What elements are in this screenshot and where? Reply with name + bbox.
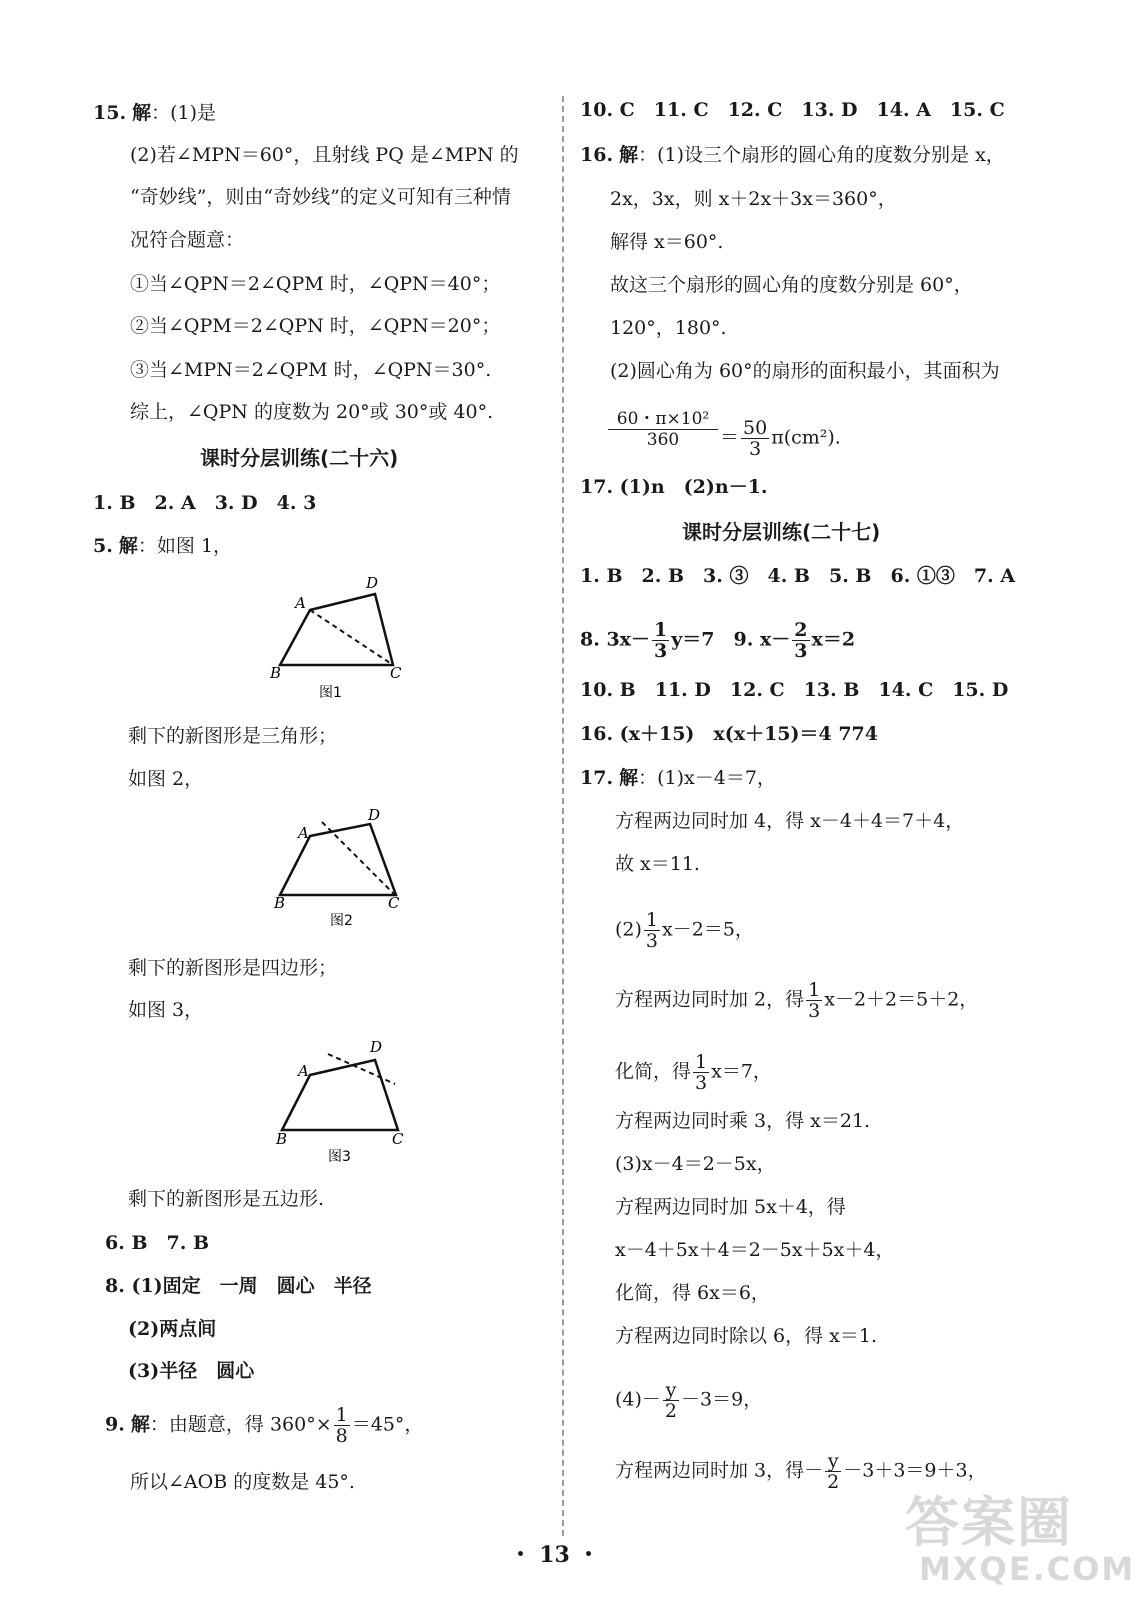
fig3-label-b: B [276,1130,288,1148]
left-column [0,0,560,1600]
q5-intro: 5. 解：如图 1， [93,535,233,557]
heading-27: 课时分层训练(二十七) [682,520,881,544]
fig2-label-a: A [298,824,309,842]
q9-line1: 9. 解：由题意，得 360°× $\frac{1}{8}$ ＝45°， [105,1404,424,1447]
figure-1 [260,570,430,704]
q8-fraction: $\frac{1}{3}$ [654,619,668,662]
fig3-label-a: A [298,1062,309,1080]
q9-line2: 所以∠AOB 的度数是 45°. [130,1471,355,1493]
q17-p2b: 化简，得 $\frac{1}{3}$ x＝7， [615,1051,772,1094]
fig2-label-d: D [368,806,381,824]
fig1-label-a: A [295,594,306,612]
q15-case1: ①当∠QPN＝2∠QPM 时，∠QPN＝40°； [130,273,501,295]
q8-9-line: 8. 3x－ $\frac{1}{3}$ y＝7 9. x－ $\frac{2}{3}$ x＝2 [580,619,856,662]
q17-p4: (4)－ $\frac{y}{2}$ －3＝9， [615,1379,763,1422]
q15-case3: ③当∠MPN＝2∠QPM 时，∠QPN＝30°. [130,359,492,381]
watermark-line2: MXQE.COM [919,1550,1135,1588]
fig3-caption: 图3 [328,1149,351,1165]
q16-area-result: ＝ $\frac{50}{3}$ π(cm²). [720,417,841,460]
q17-p3c: 化简，得 6x＝6， [615,1282,770,1304]
q8-line2: (2)两点间 [128,1318,217,1340]
fig2-caption: 图2 [330,913,353,929]
q16-line6: (2)圆心角为 60°的扇形的面积最小，其面积为 [610,360,1000,382]
watermark-line1: 答案圈 [905,1491,1073,1554]
heading-26: 课时分层训练(二十六) [200,446,399,470]
q9-fraction: $\frac{1}{8}$ [335,1404,348,1447]
right-column [565,0,1109,1600]
fig2-cut-line [322,822,398,898]
q5-result3: 剩下的新图形是五边形. [128,1188,325,1210]
answers-6-7: 6. B 7. B [105,1232,210,1254]
answers-1-7: 1. B 2. B 3. ③ 4. B 5. B 6. ①③ 7. A [580,565,1016,587]
q15-line3: “奇妙线”，则由“奇妙线”的定义可知有三种情 [130,186,511,208]
fig2-label-b: B [274,894,286,912]
q17-first: 17. (1)n (2)n－1. [580,476,768,498]
q15-summary: 综上，∠QPN 的度数为 20°或 30°或 40°. [130,401,494,423]
q5-result1: 剩下的新图形是三角形； [128,725,338,747]
q16-line5: 120°，180°. [610,317,727,339]
q16-line3: 解得 x＝60°. [610,231,724,253]
q17-line1: 17. 解：(1)x－4＝7， [580,767,776,789]
fig1-label-b: B [270,664,282,682]
q16-line4: 故这三个扇形的圆心角的度数分别是 60°， [610,274,973,296]
q17-p2b-fraction: $\frac{1}{3}$ [695,1051,708,1094]
fig1-label-c: C [390,664,402,682]
q17-p4-fraction: $\frac{y}{2}$ [664,1379,678,1422]
q5-fig2-intro: 如图 2， [128,768,204,790]
fig1-label-d: D [366,574,379,592]
answers-10-15: 10. C 11. C 12. C 13. D 14. A 15. C [580,99,1005,121]
q17-p4a-fraction: $\frac{y}{2}$ [827,1450,840,1493]
q17-p3: (3)x－4＝2－5x， [615,1153,776,1175]
q17-p2: (2) $\frac{1}{3}$ x－2＝5， [615,909,754,952]
q17-p2a: 方程两边同时加 2，得 $\frac{1}{3}$ x－2＋2＝5＋2， [615,979,979,1022]
q17-p2a-fraction: $\frac{1}{3}$ [808,979,821,1022]
q16-result-fraction: $\frac{50}{3}$ [743,417,768,460]
q9-fraction: $\frac{2}{3}$ [794,619,808,662]
q8-line3: (3)半径 圆心 [128,1360,255,1382]
fig3-label-d: D [370,1038,383,1056]
q17-p2-fraction: $\frac{1}{3}$ [645,909,659,952]
q5-fig3-intro: 如图 3， [128,999,204,1021]
q16-area-fraction: 60・π×10² 360 [608,404,718,450]
q5-result2: 剩下的新图形是四边形； [128,957,338,979]
q15-line2: (2)若∠MPN＝60°，且射线 PQ 是∠MPN 的 [130,144,519,166]
q16-line2: 2x，3x，则 x＋2x＋3x＝360°， [610,188,897,210]
answers-1-4: 1. B 2. A 3. D 4. 3 [93,492,317,514]
fig2-label-c: C [388,894,400,912]
q17-p1b: 故 x＝11. [615,853,700,875]
q16b-line: 16. (x＋15) x(x＋15)＝4 774 [580,723,878,745]
q15-line1: 15. 解：(1)是 [93,102,217,124]
q8-line1: 8. (1)固定 一周 圆心 半径 [105,1275,372,1297]
figure-3 [260,1030,430,1170]
q17-p4a: 方程两边同时加 3，得－ $\frac{y}{2}$ －3＋3＝9＋3， [615,1450,987,1493]
fig1-caption: 图1 [319,685,342,701]
q16-line1: 16. 解：(1)设三个扇形的圆心角的度数分别是 x， [580,144,1005,166]
fig3-label-c: C [392,1130,404,1148]
q17-p3a: 方程两边同时加 5x＋4，得 [615,1196,846,1218]
q17-p3b: x－4＋5x＋4＝2－5x＋5x＋4， [615,1239,895,1261]
q17-p2c: 方程两边同时乘 3，得 x＝21. [615,1110,871,1132]
watermark-logo [905,1480,1135,1598]
q15-case2: ②当∠QPM＝2∠QPN 时，∠QPN＝20°； [130,315,501,337]
page-number: ・ 13 ・ [509,1542,600,1568]
answers-10-15b: 10. B 11. D 12. C 13. B 14. C 15. D [580,679,1009,701]
figure-2 [260,800,430,934]
q17-p1a: 方程两边同时加 4，得 x－4＋4＝7＋4， [615,810,965,832]
column-divider [562,96,564,1536]
q15-line4: 况符合题意： [130,229,245,251]
q17-p3d: 方程两边同时除以 6，得 x＝1. [615,1325,878,1347]
